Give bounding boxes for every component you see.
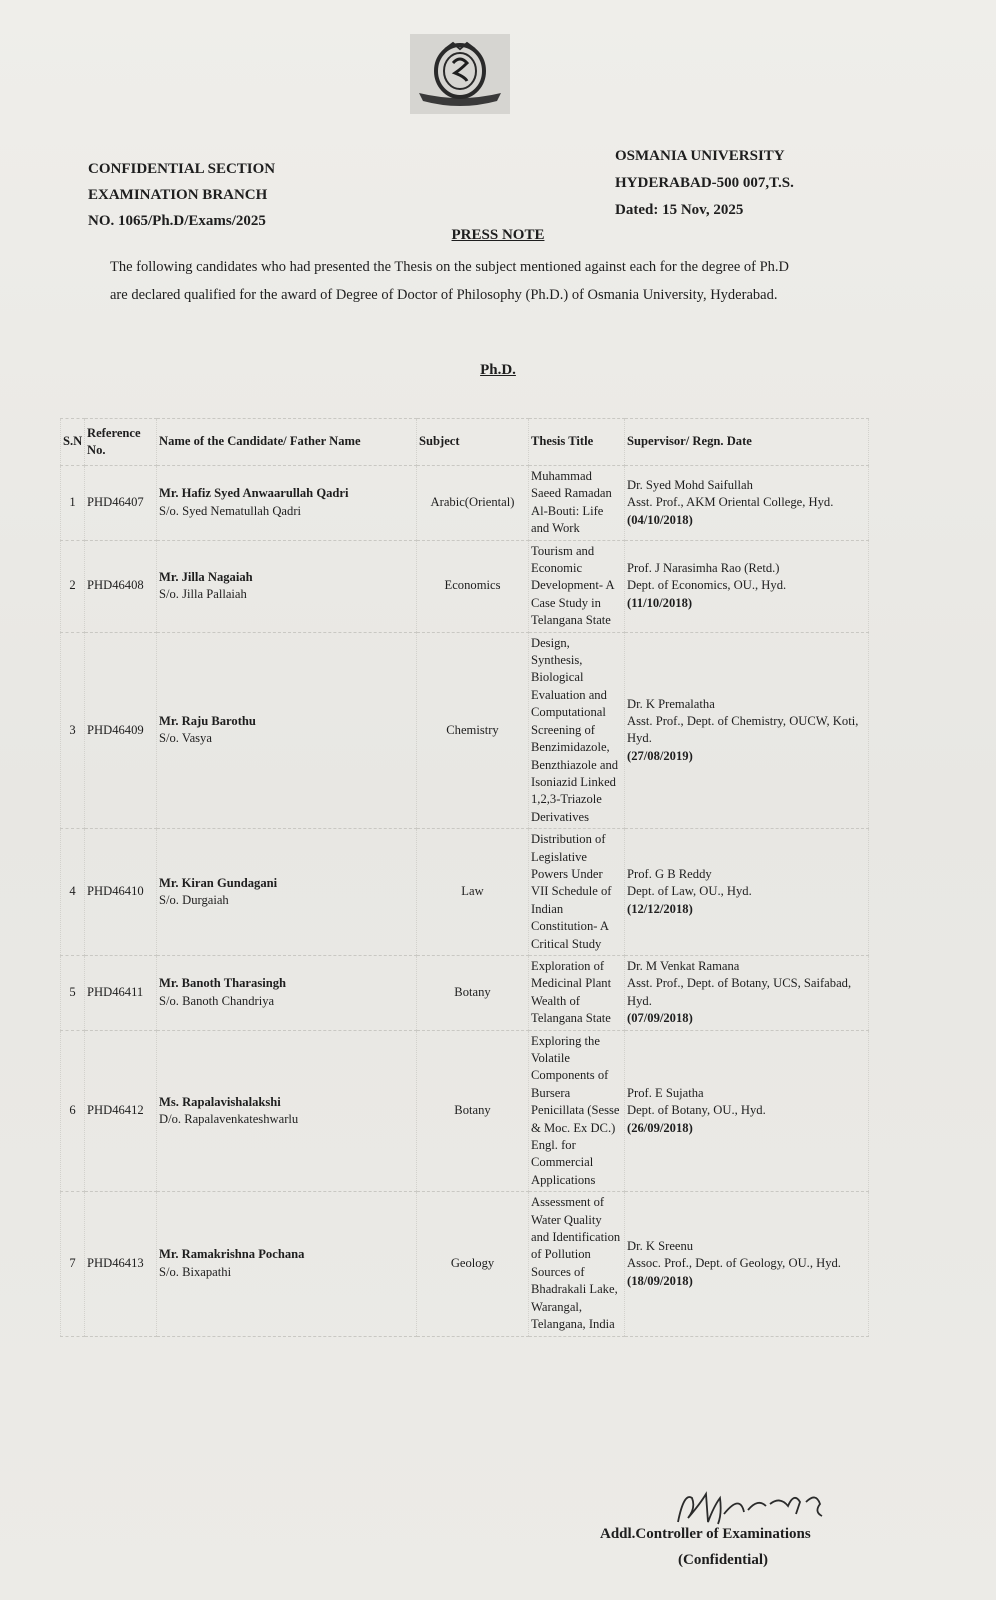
- supervisor-department: Asst. Prof., Dept. of Chemistry, OUCW, Koti, Hyd.: [627, 713, 859, 746]
- row-supervisor: [625, 466, 869, 541]
- candidate-name: Ms. Rapalavishalakshi: [159, 1094, 281, 1109]
- row-supervisor: [625, 1030, 869, 1192]
- father-name: S/o. Jilla Pallaiah: [159, 587, 247, 602]
- row-thesis-title: Design, Synthesis, Biological Evaluation and Computational Screening of Benzimidazole, Benzthiazole and Isoniazid Linked 1,2,3-Triazole Derivatives: [529, 632, 625, 828]
- signature-block: [600, 1488, 860, 1598]
- row-thesis-title: Assessment of Water Quality and Identification of Pollution Sources of Bhadrakali Lake, Warangal, Telangana, India: [529, 1192, 625, 1336]
- table-row: [61, 632, 869, 828]
- table-row: [61, 1030, 869, 1192]
- row-sn: 4: [61, 829, 85, 956]
- row-thesis-title: Exploring the Volatile Components of Bursera Penicillata (Sesse & Moc. Ex DC.) Engl. for Commercial Applications: [529, 1030, 625, 1192]
- row-subject: Geology: [417, 1192, 529, 1336]
- row-reference: PHD46409: [85, 632, 157, 828]
- row-candidate: [157, 955, 417, 1030]
- row-thesis-title: Muhammad Saeed Ramadan Al-Bouti: Life and Work: [529, 466, 625, 541]
- row-supervisor: [625, 955, 869, 1030]
- signatory-subtitle: (Confidential): [678, 1552, 768, 1568]
- registration-date: (27/08/2019): [627, 748, 693, 763]
- header-sn: S.N: [61, 419, 85, 466]
- row-candidate: [157, 632, 417, 828]
- supervisor-department: Asst. Prof., Dept. of Botany, UCS, Saifabad, Hyd.: [627, 976, 852, 1008]
- table-body: [61, 466, 869, 1337]
- row-candidate: [157, 829, 417, 956]
- row-subject: Law: [417, 829, 529, 956]
- header-supervisor: Supervisor/ Regn. Date: [625, 419, 869, 466]
- father-name: S/o. Bixapathi: [159, 1264, 232, 1279]
- row-reference: PHD46411: [85, 955, 157, 1030]
- row-reference: PHD46407: [85, 466, 157, 541]
- candidate-name: Mr. Ramakrishna Pochana: [159, 1247, 305, 1262]
- header-thesis-title: Thesis Title: [529, 419, 625, 466]
- registration-date: (18/09/2018): [627, 1273, 693, 1288]
- father-name: D/o. Rapalavenkateshwarlu: [159, 1111, 299, 1126]
- father-name: S/o. Banoth Chandriya: [159, 993, 275, 1008]
- date-line: Dated: 15 Nov, 2025: [615, 202, 744, 218]
- row-subject: Botany: [417, 1030, 529, 1192]
- candidate-name: Mr. Kiran Gundagani: [159, 875, 278, 890]
- row-candidate: [157, 466, 417, 541]
- candidate-name: Mr. Jilla Nagaiah: [159, 569, 253, 584]
- row-sn: 1: [61, 466, 85, 541]
- header-subject: Subject: [417, 419, 529, 466]
- supervisor-name: Prof. J Narasimha Rao (Retd.): [627, 561, 780, 576]
- row-candidate: [157, 540, 417, 632]
- row-sn: 5: [61, 955, 85, 1030]
- row-supervisor: [625, 829, 869, 956]
- row-sn: 2: [61, 540, 85, 632]
- supervisor-name: Dr. Syed Mohd Saifullah: [627, 477, 753, 492]
- header-candidate-name: Name of the Candidate/ Father Name: [157, 419, 417, 466]
- intro-paragraph: The following candidates who had presented the Thesis on the subject mentioned against each for the degree of Ph.D are declared qualified for the award of Degree of Doctor of Philosophy (Ph.D.) of Osmania University, Hyderabad.: [110, 259, 790, 303]
- supervisor-name: Dr. K Premalatha: [627, 696, 715, 711]
- father-name: S/o. Vasya: [159, 731, 212, 746]
- university-crest-icon: [415, 41, 505, 107]
- candidate-name: Mr. Hafiz Syed Anwaarullah Qadri: [159, 486, 349, 501]
- signatory-title: Addl.Controller of Examinations: [600, 1526, 811, 1542]
- table-row: [61, 829, 869, 956]
- row-reference: PHD46412: [85, 1030, 157, 1192]
- row-thesis-title: Exploration of Medicinal Plant Wealth of Telangana State: [529, 955, 625, 1030]
- father-name: S/o. Durgaiah: [159, 893, 229, 908]
- university-name: OSMANIA UNIVERSITY: [615, 148, 785, 164]
- row-subject: Economics: [417, 540, 529, 632]
- row-reference: PHD46413: [85, 1192, 157, 1336]
- row-candidate: [157, 1030, 417, 1192]
- registration-date: (12/12/2018): [627, 901, 693, 916]
- registration-date: (04/10/2018): [627, 512, 693, 527]
- registration-date: (11/10/2018): [627, 595, 693, 610]
- registration-date: (07/09/2018): [627, 1011, 693, 1026]
- row-reference: PHD46408: [85, 540, 157, 632]
- examination-branch-label: EXAMINATION BRANCH: [88, 187, 268, 203]
- university-address-block: [615, 143, 794, 224]
- row-thesis-title: Tourism and Economic Development- A Case Study in Telangana State: [529, 540, 625, 632]
- table-row: [61, 540, 869, 632]
- supervisor-department: Dept. of Botany, OU., Hyd.: [627, 1103, 766, 1118]
- row-candidate: [157, 1192, 417, 1336]
- reference-number: NO. 1065/Ph.D/Exams/2025: [88, 213, 266, 229]
- office-reference-block: [88, 156, 275, 234]
- table-row: [61, 955, 869, 1030]
- row-subject: Botany: [417, 955, 529, 1030]
- table-row: [61, 1192, 869, 1336]
- university-logo: [410, 34, 510, 114]
- row-thesis-title: Distribution of Legislative Powers Under VII Schedule of Indian Constitution- A Critical Study: [529, 829, 625, 956]
- supervisor-name: Dr. M Venkat Ramana: [627, 958, 740, 973]
- row-supervisor: [625, 632, 869, 828]
- supervisor-department: Dept. of Economics, OU., Hyd.: [627, 578, 787, 593]
- confidential-section-label: CONFIDENTIAL SECTION: [88, 161, 276, 177]
- row-supervisor: [625, 1192, 869, 1336]
- supervisor-name: Prof. G B Reddy: [627, 866, 712, 881]
- candidate-name: Mr. Raju Barothu: [159, 713, 256, 728]
- row-sn: 7: [61, 1192, 85, 1336]
- row-subject: Chemistry: [417, 632, 529, 828]
- row-subject: Arabic(Oriental): [417, 466, 529, 541]
- row-sn: 6: [61, 1030, 85, 1192]
- row-supervisor: [625, 540, 869, 632]
- section-title: Ph.D.: [480, 362, 516, 378]
- row-reference: PHD46410: [85, 829, 157, 956]
- supervisor-department: Asst. Prof., AKM Oriental College, Hyd.: [627, 495, 834, 510]
- table-header-row: [61, 419, 869, 466]
- registration-date: (26/09/2018): [627, 1120, 693, 1135]
- university-address: HYDERABAD-500 007,T.S.: [615, 175, 794, 191]
- candidates-table: [60, 418, 869, 1337]
- candidate-name: Mr. Banoth Tharasingh: [159, 976, 287, 991]
- table-row: [61, 466, 869, 541]
- header-reference: Reference No.: [85, 419, 157, 466]
- father-name: S/o. Syed Nematullah Qadri: [159, 503, 302, 518]
- row-sn: 3: [61, 632, 85, 828]
- supervisor-name: Prof. E Sujatha: [627, 1085, 704, 1100]
- press-note-title: PRESS NOTE: [451, 227, 545, 243]
- supervisor-department: Dept. of Law, OU., Hyd.: [627, 884, 752, 899]
- supervisor-name: Dr. K Sreenu: [627, 1238, 694, 1253]
- supervisor-department: Assoc. Prof., Dept. of Geology, OU., Hyd.: [627, 1256, 841, 1271]
